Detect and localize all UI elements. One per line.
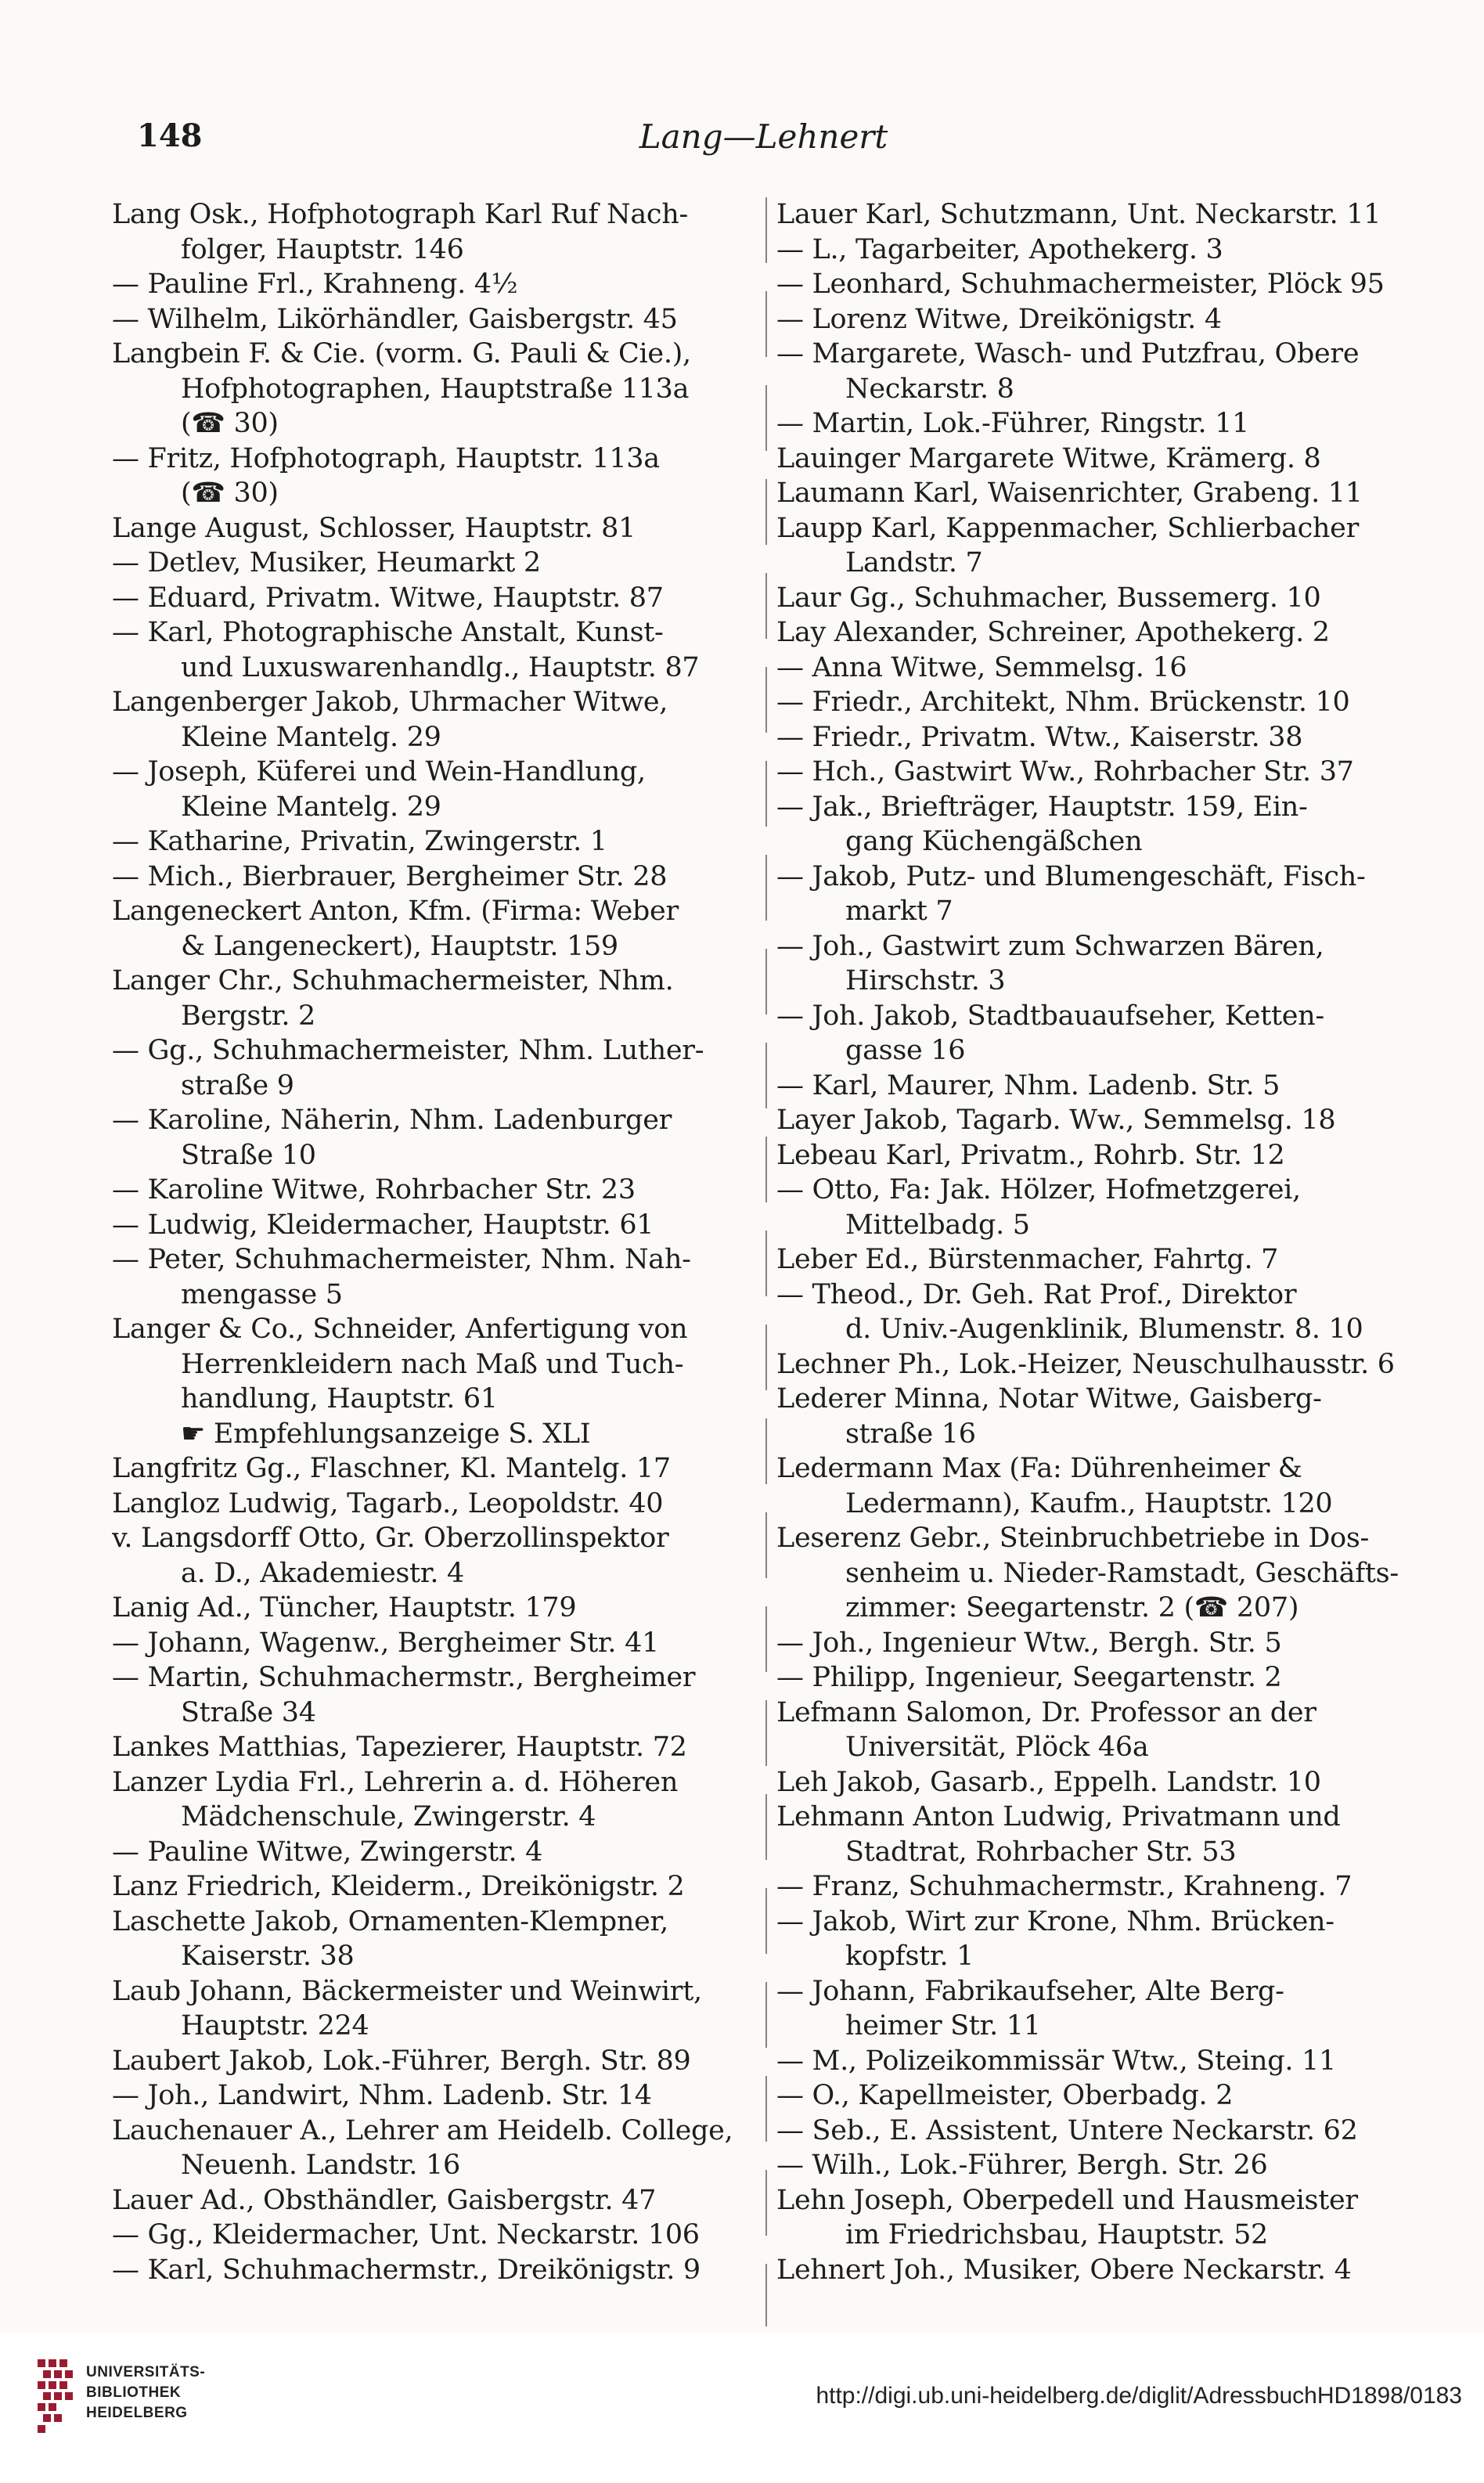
entry-line: — Pauline Witwe, Zwingerstr. 4 [112,1836,543,1868]
entry-line: Lauer Karl, Schutzmann, Unt. Neckarstr. 11 [776,199,1381,230]
library-logo-icon [38,2359,78,2438]
entry-line: — Otto, Fa: Jak. Hölzer, Hofmetzgerei, [776,1174,1301,1205]
entry-line: — Margarete, Wasch- und Putzfrau, Obere [776,338,1360,369]
entry-continuation-line: Mädchenschule, Zwingerstr. 4 [181,1801,596,1833]
entry-line: Langfritz Gg., Flaschner, Kl. Mantelg. 17 [112,1453,671,1484]
entry-continuation-line: gang Küchengäßchen [845,826,1143,857]
entry-line: Laumann Karl, Waisenrichter, Grabeng. 11 [776,478,1363,509]
entry-line: — Philipp, Ingenieur, Seegartenstr. 2 [776,1662,1282,1693]
entry-continuation-line: Kleine Mantelg. 29 [181,791,441,823]
entry-line: — Johann, Wagenw., Bergheimer Str. 41 [112,1627,660,1659]
entry-line: Lauinger Margarete Witwe, Krämerg. 8 [776,442,1321,474]
entry-continuation-line: Ledermann), Kaufm., Hauptstr. 120 [845,1487,1333,1519]
entry-line: — Joseph, Küferei und Wein-Handlung, [112,756,646,787]
entry-line: — Gg., Kleidermacher, Unt. Neckarstr. 106 [112,2219,700,2251]
entry-continuation-line: im Friedrichsbau, Hauptstr. 52 [845,2219,1269,2251]
entry-line: Langer & Co., Schneider, Anfertigung von [112,1314,688,1345]
entry-line: Lay Alexander, Schreiner, Apothekerg. 2 [776,617,1330,648]
entry-line: Layer Jakob, Tagarb. Ww., Semmelsg. 18 [776,1105,1336,1136]
entry-continuation-line: folger, Hauptstr. 146 [181,233,464,265]
entry-line: — Friedr., Privatm. Wtw., Kaiserstr. 38 [776,721,1303,753]
entry-continuation-line: Neuenh. Landstr. 16 [181,2150,460,2181]
entry-line: — Ludwig, Kleidermacher, Hauptstr. 61 [112,1209,654,1241]
entry-line: Laur Gg., Schuhmacher, Bussemerg. 10 [776,582,1321,614]
entry-line: — Peter, Schuhmachermeister, Nhm. Nah- [112,1244,691,1275]
entry-continuation-line: zimmer: Seegartenstr. 2 (☎ 207) [845,1592,1299,1624]
entry-continuation-line: Universität, Plöck 46a [845,1732,1149,1763]
entry-line: Laschette Jakob, Ornamenten-Klempner, [112,1905,668,1937]
entry-line: — Karl, Maurer, Nhm. Ladenb. Str. 5 [776,1069,1280,1101]
entry-continuation-line: Herrenkleidern nach Maß und Tuch- [181,1348,684,1380]
entry-continuation-line: Mittelbadg. 5 [845,1209,1030,1241]
entry-line: — Joh., Ingenieur Wtw., Bergh. Str. 5 [776,1627,1282,1659]
entry-line: Lanig Ad., Tüncher, Hauptstr. 179 [112,1592,577,1624]
entry-line: — Karl, Schuhmachermstr., Dreikönigstr. 9 [112,2254,701,2286]
entry-continuation-line: (☎ 30) [181,408,279,439]
entry-line: — Hch., Gastwirt Ww., Rohrbacher Str. 37 [776,756,1354,787]
entry-line: — Detlev, Musiker, Heumarkt 2 [112,547,541,578]
entry-line: Langbein F. & Cie. (vorm. G. Pauli & Cie.), [112,338,691,369]
entry-line: Lanz Friedrich, Kleiderm., Dreikönigstr. 2 [112,1871,685,1902]
entry-line: — Anna Witwe, Semmelsg. 16 [776,651,1187,683]
library-name-line: HEIDELBERG [86,2405,188,2421]
entry-line: — Theod., Dr. Geh. Rat Prof., Direktor [776,1278,1297,1310]
entry-line: — Wilhelm, Likörhändler, Gaisbergstr. 45 [112,303,678,335]
entry-line: Lederer Minna, Notar Witwe, Gaisberg- [776,1383,1322,1414]
right-column [776,197,1403,2334]
entry-continuation-line: Bergstr. 2 [181,1000,316,1032]
left-column [112,197,755,2334]
entry-line: — Katharine, Privatin, Zwingerstr. 1 [112,826,607,857]
entry-continuation-line: Straße 10 [181,1139,316,1171]
entry-continuation-line: a. D., Akademiestr. 4 [181,1557,465,1589]
entry-continuation-line: (☎ 30) [181,478,279,509]
entry-line: — Mich., Bierbrauer, Bergheimer Str. 28 [112,860,668,892]
entry-line: Leh Jakob, Gasarb., Eppelh. Landstr. 10 [776,1766,1321,1798]
entry-line: Langer Chr., Schuhmachermeister, Nhm. [112,965,674,996]
entry-line: — Eduard, Privatm. Witwe, Hauptstr. 87 [112,582,664,614]
entry-continuation-line: markt 7 [845,896,953,927]
entry-line: — Joh., Landwirt, Nhm. Ladenb. Str. 14 [112,2080,652,2111]
entry-line: — Friedr., Architekt, Nhm. Brückenstr. 10 [776,687,1350,718]
entry-line: Lechner Ph., Lok.-Heizer, Neuschulhausstr. 6 [776,1348,1395,1380]
entry-continuation-line: d. Univ.-Augenklinik, Blumenstr. 8. 10 [845,1314,1363,1345]
entry-line: Leserenz Gebr., Steinbruchbetriebe in Dos- [776,1523,1370,1554]
entry-line: Lebeau Karl, Privatm., Rohrb. Str. 12 [776,1139,1285,1171]
entry-line: — Johann, Fabrikaufseher, Alte Berg- [776,1975,1284,2007]
entry-continuation-line: ☛ Empfehlungsanzeige S. XLI [181,1418,591,1450]
entry-line: Lange August, Schlosser, Hauptstr. 81 [112,512,636,544]
entry-line: Lehnert Joh., Musiker, Obere Neckarstr. 4 [776,2254,1352,2286]
entry-line: Lanzer Lydia Frl., Lehrerin a. d. Höheren [112,1766,679,1798]
entry-line: — Franz, Schuhmachermstr., Krahneng. 7 [776,1871,1353,1902]
entry-line: Lefmann Salomon, Dr. Professor an der [776,1696,1317,1728]
entry-line: — Lorenz Witwe, Dreikönigstr. 4 [776,303,1222,335]
page-number: 148 [137,117,203,154]
entry-line: — L., Tagarbeiter, Apothekerg. 3 [776,233,1223,265]
entry-line: — Joh. Jakob, Stadtbauaufseher, Ketten- [776,1000,1324,1032]
entry-line: — Seb., E. Assistent, Untere Neckarstr. 62 [776,2114,1358,2146]
entry-line: Langeneckert Anton, Kfm. (Firma: Weber [112,896,679,927]
entry-continuation-line: Neckarstr. 8 [845,373,1014,405]
entry-line: — Leonhard, Schuhmachermeister, Plöck 95 [776,268,1385,300]
entry-line: — O., Kapellmeister, Oberbadg. 2 [776,2080,1234,2111]
entry-line: — Jakob, Wirt zur Krone, Nhm. Brücken- [776,1905,1335,1937]
entry-continuation-line: Stadtrat, Rohrbacher Str. 53 [845,1836,1237,1868]
entry-continuation-line: handlung, Hauptstr. 61 [181,1383,498,1414]
entry-continuation-line: Hirschstr. 3 [845,965,1006,996]
entry-continuation-line: Kleine Mantelg. 29 [181,721,441,753]
library-name-line: UNIVERSITÄTS- [86,2364,206,2380]
entry-line: Lauer Ad., Obsthändler, Gaisbergstr. 47 [112,2184,657,2216]
entry-continuation-line: mengasse 5 [181,1278,343,1310]
entry-line: Lang Osk., Hofphotograph Karl Ruf Nach- [112,199,688,230]
entry-continuation-line: & Langeneckert), Hauptstr. 159 [181,930,618,962]
entry-continuation-line: straße 16 [845,1418,976,1450]
entry-line: v. Langsdorff Otto, Gr. Oberzollinspektor [112,1523,669,1554]
page-header [137,117,1390,172]
entry-continuation-line: Hauptstr. 224 [181,2010,369,2042]
entry-line: — Martin, Schuhmachermstr., Bergheimer [112,1662,696,1693]
entry-line: — Karoline, Näherin, Nhm. Ladenburger [112,1105,672,1136]
source-url-link[interactable]: http://digi.ub.uni-heidelberg.de/diglit/AdressbuchHD1898/0183 [816,2383,1462,2409]
entry-line: Lehn Joseph, Oberpedell und Hausmeister [776,2184,1358,2216]
entry-continuation-line: Straße 34 [181,1696,316,1728]
entry-continuation-line: kopfstr. 1 [845,1941,974,1972]
entry-line: — M., Polizeikommissär Wtw., Steing. 11 [776,2045,1336,2077]
library-name [86,2362,205,2424]
entry-continuation-line: senheim u. Nieder-Ramstadt, Geschäfts- [845,1557,1399,1589]
library-name-line: BIBLIOTHEK [86,2384,182,2401]
entry-continuation-line: gasse 16 [845,1035,966,1066]
entry-continuation-line: straße 9 [181,1069,294,1101]
entry-continuation-line: Hofphotographen, Hauptstraße 113a [181,373,690,405]
entry-line: Langenberger Jakob, Uhrmacher Witwe, [112,687,668,718]
entry-line: — Fritz, Hofphotograph, Hauptstr. 113a [112,442,660,474]
entry-line: Ledermann Max (Fa: Dührenheimer & [776,1453,1302,1484]
entry-line: — Karoline Witwe, Rohrbacher Str. 23 [112,1174,636,1205]
entry-line: — Jakob, Putz- und Blumengeschäft, Fisch- [776,860,1366,892]
entry-continuation-line: Landstr. 7 [845,547,983,578]
footer-bar [0,2333,1484,2483]
entry-line: — Gg., Schuhmachermeister, Nhm. Luther- [112,1035,704,1066]
entry-line: — Wilh., Lok.-Führer, Bergh. Str. 26 [776,2150,1268,2181]
entry-continuation-line: Kaiserstr. 38 [181,1941,355,1972]
entry-line: — Joh., Gastwirt zum Schwarzen Bären, [776,930,1324,962]
entry-line: Laupp Karl, Kappenmacher, Schlierbacher [776,512,1360,544]
entry-line: Laub Johann, Bäckermeister und Weinwirt, [112,1975,702,2007]
entry-line: Langloz Ludwig, Tagarb., Leopoldstr. 40 [112,1487,664,1519]
entry-line: Leber Ed., Bürstenmacher, Fahrtg. 7 [776,1244,1279,1275]
entry-line: — Pauline Frl., Krahneng. 4½ [112,268,518,300]
entry-continuation-line: und Luxuswarenhandlg., Hauptstr. 87 [181,651,700,683]
entry-line: Laubert Jakob, Lok.-Führer, Bergh. Str. 89 [112,2045,691,2077]
entry-line: — Martin, Lok.-Führer, Ringstr. 11 [776,408,1250,439]
entry-line: Lauchenauer A., Lehrer am Heidelb. College, [112,2114,733,2146]
entry-line: — Jak., Briefträger, Hauptstr. 159, Ein- [776,791,1308,823]
entry-line: — Karl, Photographische Anstalt, Kunst- [112,617,664,648]
entry-continuation-line: heimer Str. 11 [845,2010,1041,2042]
running-head: Lang—Lehnert [639,117,888,156]
entry-line: Lankes Matthias, Tapezierer, Hauptstr. 72 [112,1732,687,1763]
entry-line: Lehmann Anton Ludwig, Privatmann und [776,1801,1341,1833]
column-divider [765,197,767,2326]
